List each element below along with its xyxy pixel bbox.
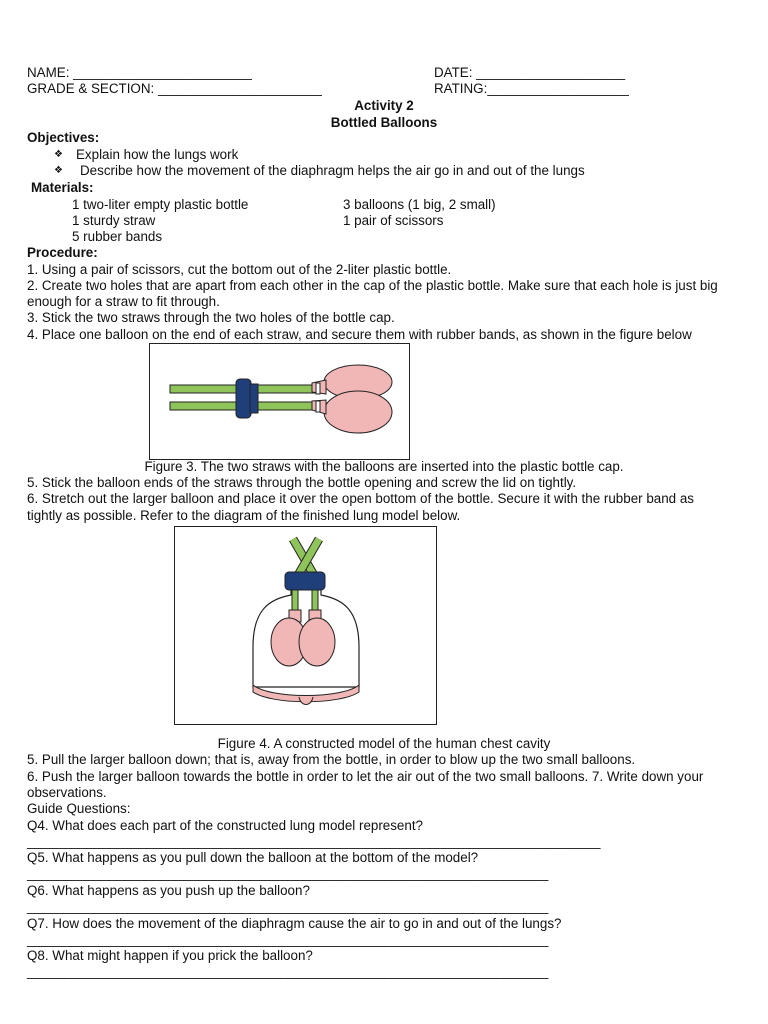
answer-line-q8[interactable]: ______________________________________________________________________ bbox=[27, 964, 549, 979]
inner-straw-right bbox=[312, 590, 318, 612]
procedure-step: 5. Pull the larger balloon down; that is, away from the bottle, in order to blow up the two small balloons. bbox=[27, 752, 636, 767]
answer-line-q6[interactable]: ______________________________________________________________________ bbox=[27, 899, 549, 914]
lung-model-illustration bbox=[175, 527, 436, 724]
bullet-icon: ❖ bbox=[54, 165, 63, 176]
material-item: 3 balloons (1 big, 2 small) bbox=[343, 197, 496, 212]
question-q5: Q5. What happens as you pull down the balloon at the bottom of the model? bbox=[27, 850, 479, 865]
balloon-bottom bbox=[324, 391, 392, 433]
procedure-step: 5. Stick the balloon ends of the straws through the bottle opening and screw the lid on tightly. bbox=[27, 475, 577, 490]
guide-questions-heading: Guide Questions: bbox=[27, 801, 131, 816]
name-field: NAME: ________________________ bbox=[27, 65, 252, 80]
straw-balloon-illustration bbox=[150, 344, 409, 459]
straw-left-top bbox=[170, 385, 236, 393]
material-item: 1 two-liter empty plastic bottle bbox=[72, 197, 249, 212]
date-field: DATE: ____________________ bbox=[434, 65, 626, 80]
objective-item: Describe how the movement of the diaphragm helps the air go in and out of the lungs bbox=[80, 163, 585, 178]
procedure-step: 6. Stretch out the larger balloon and place it over the open bottom of the bottle. Secure it with the rubber band as bbox=[27, 491, 694, 506]
inner-straw-left bbox=[292, 590, 298, 612]
answer-line-q5[interactable]: ______________________________________________________________________ bbox=[27, 866, 549, 881]
procedure-step: 2. Create two holes that are apart from each other in the cap of the plastic bottle. Make sure that each hole is just big bbox=[27, 278, 718, 293]
procedure-step: 6. Push the larger balloon towards the bottle in order to let the air out of the two small balloons. 7. Write down your bbox=[27, 769, 704, 784]
procedure-step: 4. Place one balloon on the end of each straw, and secure them with rubber bands, as shown in the figure below bbox=[27, 327, 692, 342]
objective-item: Explain how the lungs work bbox=[76, 147, 239, 162]
bullet-icon: ❖ bbox=[54, 149, 63, 160]
question-q4: Q4. What does each part of the constructed lung model represent? bbox=[27, 818, 423, 833]
diaphragm-knot bbox=[299, 697, 313, 705]
objectives-heading: Objectives: bbox=[27, 130, 100, 145]
figure-4-caption: Figure 4. A constructed model of the human chest cavity bbox=[217, 736, 551, 751]
rating-field: RATING:___________________ bbox=[434, 81, 629, 96]
straw-left-bottom bbox=[170, 402, 236, 410]
materials-heading: Materials: bbox=[31, 180, 94, 195]
material-item: 1 pair of scissors bbox=[343, 213, 444, 228]
rubber-band-top bbox=[316, 383, 320, 394]
activity-title: Bottled Balloons bbox=[330, 115, 438, 130]
bottle-cap bbox=[285, 572, 325, 590]
question-q8: Q8. What might happen if you prick the balloon? bbox=[27, 948, 313, 963]
procedure-step: enough for a straw to fit through. bbox=[27, 294, 220, 309]
question-q7: Q7. How does the movement of the diaphragm cause the air to go in and out of the lungs? bbox=[27, 916, 562, 931]
bottle-cap bbox=[236, 379, 251, 418]
answer-line-q7[interactable]: ______________________________________________________________________ bbox=[27, 932, 549, 947]
question-q6: Q6. What happens as you push up the balloon? bbox=[27, 883, 310, 898]
procedure-heading: Procedure: bbox=[27, 245, 98, 260]
straw-right-bottom bbox=[258, 402, 316, 410]
figure-3-straws-balloons-cap bbox=[149, 343, 410, 460]
rubber-band-bottom bbox=[316, 401, 320, 412]
procedure-step: 1. Using a pair of scissors, cut the bottom out of the 2-liter plastic bottle. bbox=[27, 262, 452, 277]
figure-3-caption: Figure 3. The two straws with the balloons are inserted into the plastic bottle cap. bbox=[144, 459, 624, 474]
bottle-cap-ring bbox=[250, 384, 258, 413]
lung-balloon-right bbox=[299, 618, 335, 666]
procedure-step: observations. bbox=[27, 785, 107, 800]
grade-section-field: GRADE & SECTION: ______________________ bbox=[27, 81, 322, 96]
procedure-step: tightly as possible. Refer to the diagram of the finished lung model below. bbox=[27, 508, 461, 523]
activity-number: Activity 2 bbox=[354, 98, 414, 113]
straw-right-top bbox=[258, 385, 316, 393]
material-item: 5 rubber bands bbox=[72, 229, 163, 244]
figure-4-lung-model bbox=[174, 526, 437, 725]
procedure-step: 3. Stick the two straws through the two holes of the bottle cap. bbox=[27, 310, 395, 325]
answer-line-q4[interactable]: _____________________________________________________________________________ bbox=[27, 834, 601, 849]
material-item: 1 sturdy straw bbox=[72, 213, 156, 228]
